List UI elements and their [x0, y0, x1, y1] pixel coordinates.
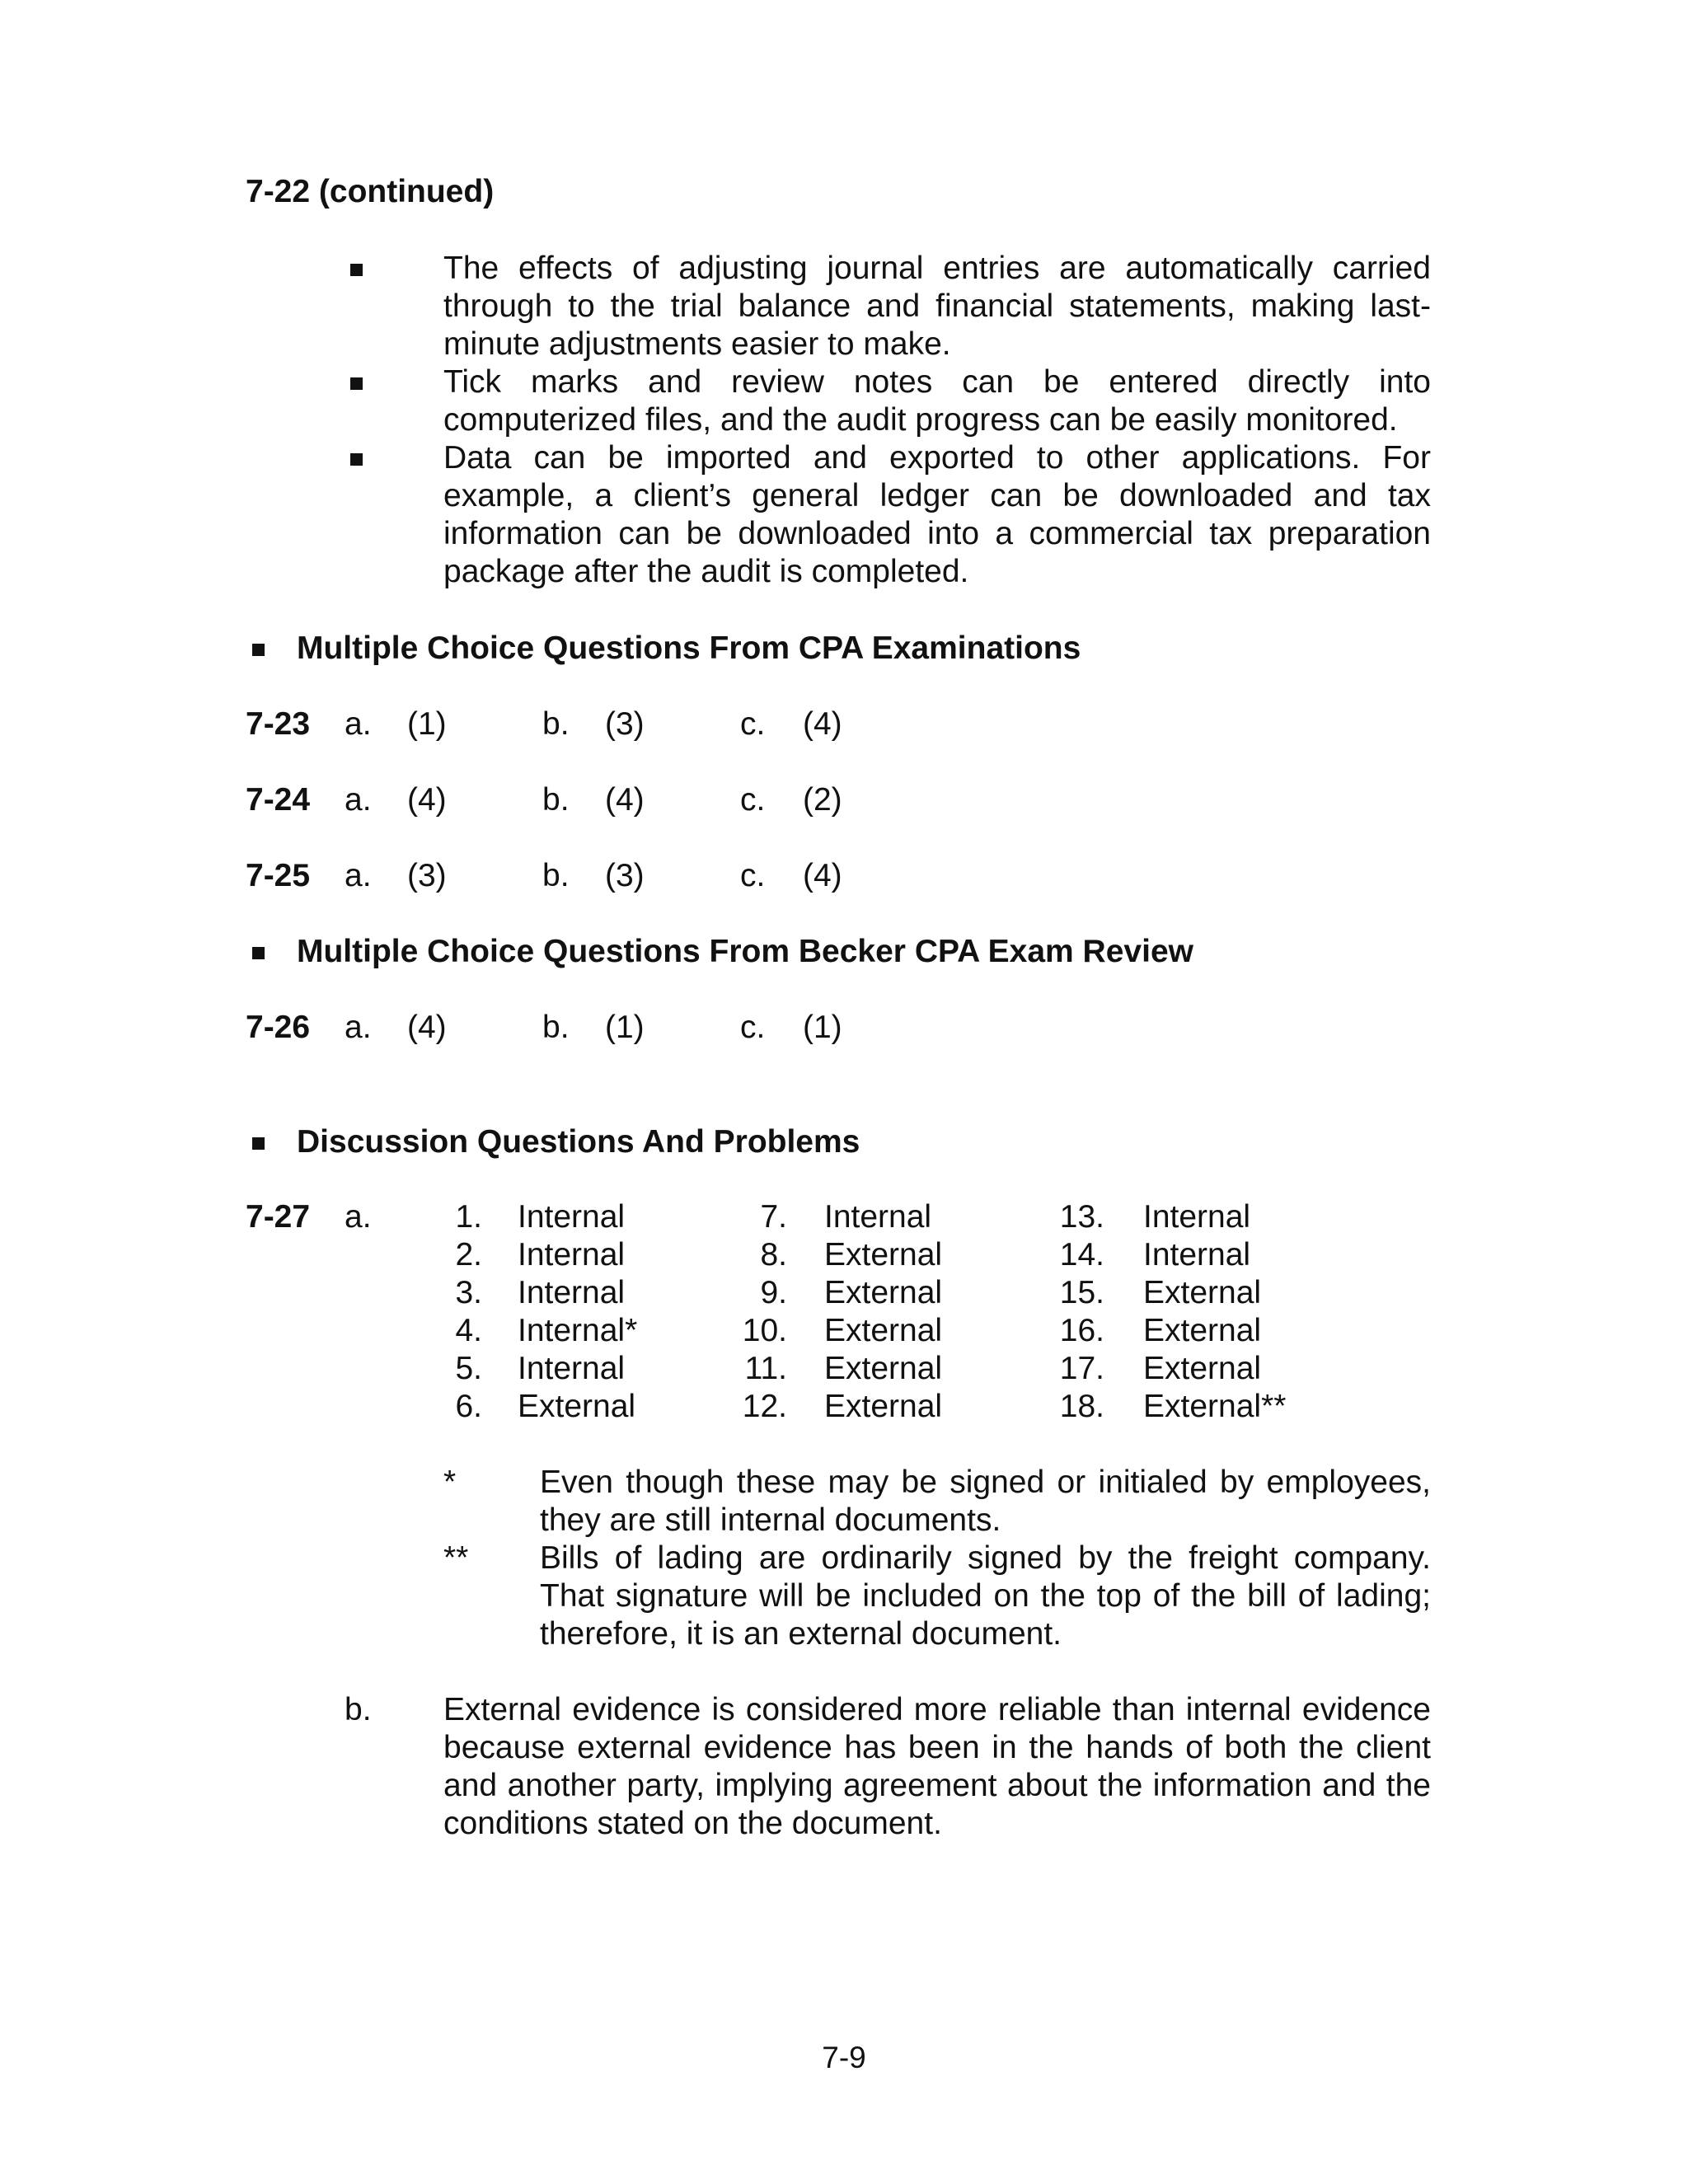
- list-item-value: Internal: [1143, 1199, 1251, 1235]
- section-title-discussion: Discussion Questions And Problems: [297, 1124, 860, 1160]
- list-item-number: 7.: [760, 1199, 787, 1235]
- option-c-value: (4): [803, 858, 842, 893]
- option-b-value: (3): [605, 706, 645, 742]
- option-c-label: c.: [740, 782, 766, 818]
- list-item-value: External: [1143, 1275, 1262, 1310]
- list-item-number: 17.: [1059, 1351, 1104, 1386]
- list-item-number: 6.: [455, 1389, 482, 1424]
- option-b-label: b.: [542, 858, 570, 893]
- option-b-value: (4): [605, 782, 645, 818]
- list-item-value: External: [824, 1389, 943, 1424]
- option-a-value: (4): [407, 782, 447, 818]
- question-number: 7-24: [246, 782, 311, 818]
- option-c-label: c.: [740, 858, 766, 893]
- list-item-value: External: [518, 1389, 636, 1424]
- bullet-marker: [350, 264, 363, 276]
- section-title-cpa: Multiple Choice Questions From CPA Examinations: [297, 630, 1081, 666]
- list-item-value: Internal: [518, 1199, 626, 1235]
- list-item-value: Internal: [518, 1351, 626, 1386]
- list-item-value: External: [824, 1351, 943, 1386]
- list-item-number: 18.: [1059, 1389, 1104, 1424]
- option-a-label: a.: [345, 1010, 372, 1045]
- bullet-marker: [350, 453, 363, 466]
- footnote-text: Even though these may be signed or initialed by employees, they are still internal documents.: [540, 1465, 1431, 1538]
- option-b-label: b.: [542, 782, 570, 818]
- list-item-number: 10.: [742, 1313, 787, 1348]
- list-item-value: External: [1143, 1313, 1262, 1348]
- list-item-number: 13.: [1059, 1199, 1104, 1235]
- footnote-text: Bills of lading are ordinarily signed by the freight company. That signature will be included on the top of the bill of lading; therefore, it is an external document.: [540, 1540, 1431, 1652]
- footnote-mark: **: [443, 1540, 469, 1576]
- list-item-number: 16.: [1059, 1313, 1104, 1348]
- list-item-value: Internal: [1143, 1237, 1251, 1272]
- bullet-text: Data can be imported and exported to other applications. For example, a client’s general ledger can be downloaded and tax information can be downloaded into a commercial tax preparation package after the audit is completed.: [443, 440, 1431, 589]
- section-bullet-marker: [252, 1137, 265, 1150]
- list-item-number: 12.: [742, 1389, 787, 1424]
- part-b-text: External evidence is considered more reliable than internal evidence because external evidence has been in the hands of both the client and another party, implying agreement about the information and the conditions stated on the document.: [443, 1692, 1431, 1841]
- option-a-label: a.: [345, 782, 372, 818]
- list-item-number: 4.: [455, 1313, 482, 1348]
- list-item-number: 5.: [455, 1351, 482, 1386]
- list-item-number: 1.: [455, 1199, 482, 1235]
- option-a-value: (4): [407, 1010, 447, 1045]
- section-bullet-marker: [252, 947, 265, 959]
- list-item-value: External: [824, 1313, 943, 1348]
- question-number: 7-27: [246, 1199, 311, 1235]
- section-bullet-marker: [252, 644, 265, 656]
- bullet-text: Tick marks and review notes can be entered directly into computerized files, and the audit progress can be easily monitored.: [443, 364, 1431, 438]
- option-c-value: (4): [803, 706, 842, 742]
- list-item-number: 9.: [760, 1275, 787, 1310]
- list-item-value: Internal: [824, 1199, 932, 1235]
- list-item-value: Internal: [518, 1237, 626, 1272]
- list-item-value: External**: [1143, 1389, 1287, 1424]
- list-item-number: 2.: [455, 1237, 482, 1272]
- option-b-label: b.: [542, 706, 570, 742]
- option-c-label: c.: [740, 1010, 766, 1045]
- option-b-value: (1): [605, 1010, 645, 1045]
- option-a-value: (3): [407, 858, 447, 893]
- list-item-number: 14.: [1059, 1237, 1104, 1272]
- list-item-value: External: [1143, 1351, 1262, 1386]
- question-number: 7-23: [246, 706, 311, 742]
- option-a-label: a.: [345, 858, 372, 893]
- list-item-value: External: [824, 1275, 943, 1310]
- list-item-number: 11.: [744, 1351, 787, 1386]
- footnote-mark: *: [443, 1465, 457, 1500]
- option-a-value: (1): [407, 706, 447, 742]
- option-c-value: (1): [803, 1010, 842, 1045]
- option-b-value: (3): [605, 858, 645, 893]
- option-c-label: c.: [740, 706, 766, 742]
- page-heading: 7-22 (continued): [246, 174, 495, 209]
- section-title-becker: Multiple Choice Questions From Becker CPA Exam Review: [297, 934, 1193, 969]
- question-number: 7-26: [246, 1010, 311, 1045]
- part-a-label: a.: [345, 1199, 372, 1235]
- bullet-text: The effects of adjusting journal entries are automatically carried through to the trial balance and financial statements, making last-minute adjustments easier to make.: [443, 251, 1431, 362]
- page-number: 7-9: [822, 2041, 866, 2074]
- list-item-value: External: [824, 1237, 943, 1272]
- part-b-label: b.: [345, 1692, 372, 1727]
- option-a-label: a.: [345, 706, 372, 742]
- list-item-number: 8.: [760, 1237, 787, 1272]
- list-item-number: 15.: [1059, 1275, 1104, 1310]
- list-item-value: Internal: [518, 1275, 626, 1310]
- bullet-marker: [350, 377, 363, 390]
- question-number: 7-25: [246, 858, 311, 893]
- option-b-label: b.: [542, 1010, 570, 1045]
- option-c-value: (2): [803, 782, 842, 818]
- list-item-value: Internal*: [518, 1313, 638, 1348]
- list-item-number: 3.: [455, 1275, 482, 1310]
